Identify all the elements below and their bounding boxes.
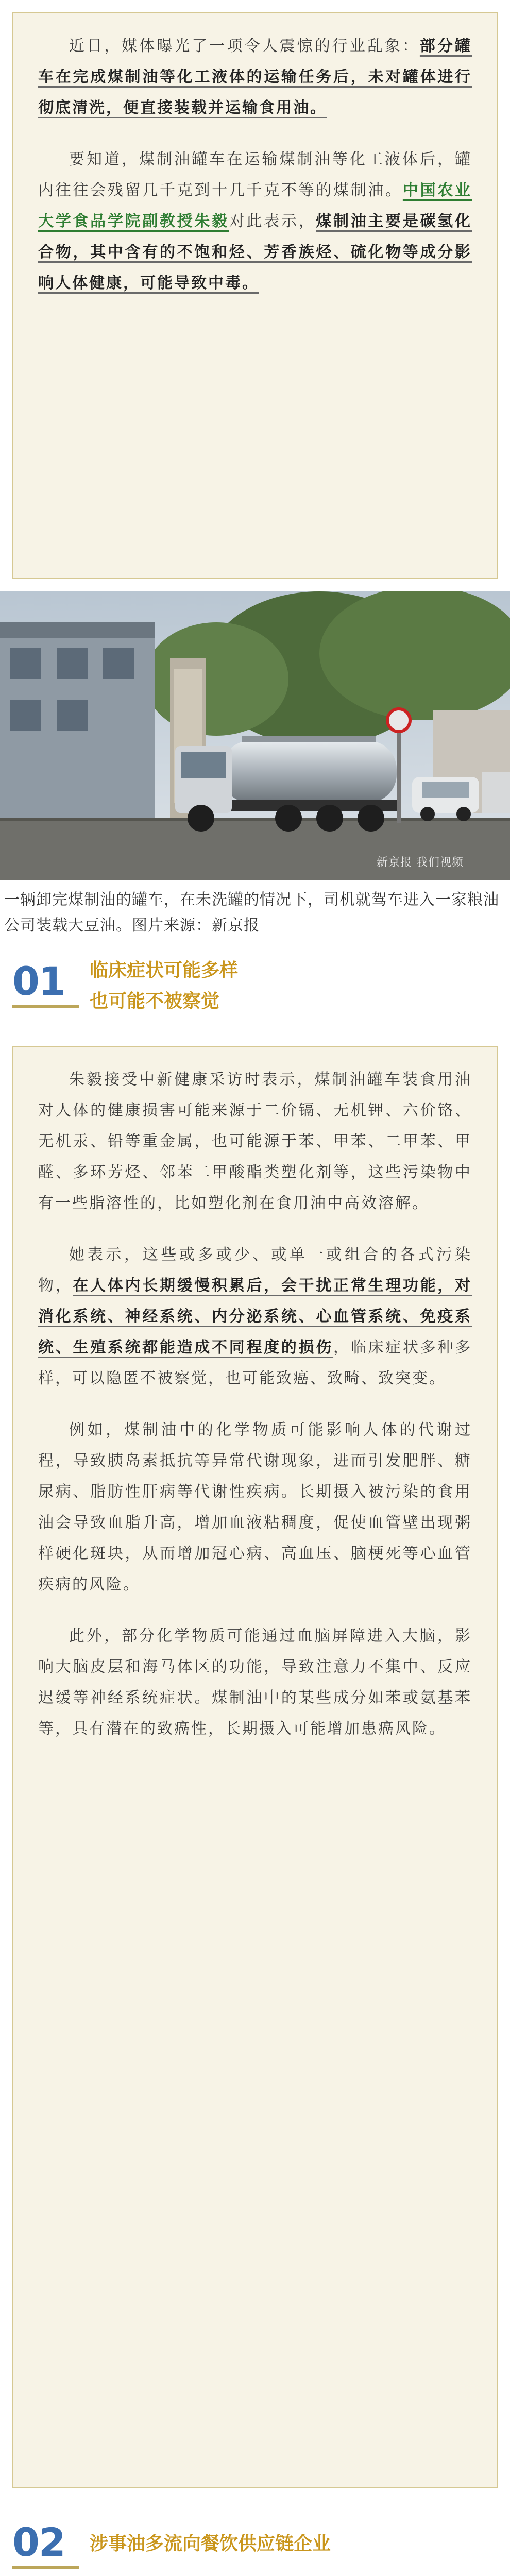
intro-paragraph-1 xyxy=(38,31,472,124)
photo-watermark: 新京报 我们视频 xyxy=(377,856,464,869)
intro-card xyxy=(12,12,498,579)
section-2-divider xyxy=(12,2566,79,2569)
intro-p1-lead: 近日，媒体曝光了一项令人震惊的行业乱象： xyxy=(69,37,420,55)
section-2-header xyxy=(12,2509,498,2576)
tanker-truck-image xyxy=(0,591,510,880)
expert-name-link[interactable]: 中国农业大学食品学院副教授朱毅 xyxy=(38,181,472,230)
section-2-number: 02 xyxy=(12,2519,65,2565)
intro-p2-mid: 对此表示， xyxy=(229,212,316,230)
intro-p2-emphasis: 煤制油主要是碳氢化合物，其中含有的不饱和烃、芳香族烃、硫化物等成分影响人体健康，可能导致中毒。 xyxy=(38,212,472,292)
section-1-divider xyxy=(12,1005,79,1008)
section-1-title-line1: 临床症状可能多样 xyxy=(90,960,239,981)
s1-p2-lead: 她表示，这些或多或少、或单一或组合的各式污染物， xyxy=(38,1246,472,1295)
intro-p2-lead: 要知道，煤制油罐车在运输煤制油等化工液体后，罐内往往会残留几千克到十几千克不等的煤制油。 xyxy=(38,150,472,199)
photo-caption: 一辆卸完煤制油的罐车，在未洗罐的情况下，司机就驾车进入一家粮油公司装载大豆油。图片来源：新京报 xyxy=(4,891,499,935)
section-2-title-line1: 涉事油多流向餐饮供应链企业 xyxy=(90,2533,331,2554)
s1-p2-tail: ，临床症状多种多样，可以隐匿不被察觉，也可能致癌、致畸、致突变。 xyxy=(38,1338,472,1387)
tanker-photo xyxy=(0,591,510,880)
section-1-paragraph-4: 此外，部分化学物质可能通过血脑屏障进入大脑，影响大脑皮层和海马体区的功能，导致注意力不集中、反应迟缓等神经系统症状。煤制油中的某些成分如苯或氨基苯等，具有潜在的致癌性，长期摄入可能增加患癌风险。 xyxy=(38,1627,472,1738)
section-1-number: 01 xyxy=(12,958,65,1004)
s1-p2-emphasis: 在人体内长期缓慢积累后，会干扰正常生理功能，对消化系统、神经系统、内分泌系统、心血管系统、免疫系统、生殖系统都能造成不同程度的损伤 xyxy=(38,1277,472,1357)
section-1-paragraph-3: 例如，煤制油中的化学物质可能影响人体的代谢过程，导致胰岛素抵抗等异常代谢现象，进而引发肥胖、糖尿病、脂肪性肝病等代谢性疾病。长期摄入被污染的食用油会导致血脂升高，增加血液粘稠度，促使血管壁出现粥样硬化斑块，从而增加冠心病、高血压、脑梗死等心血管疾病的风险。 xyxy=(38,1421,472,1594)
section-1-title-line2: 也可能不被察觉 xyxy=(90,991,220,1012)
section-1-card xyxy=(12,1046,498,2488)
section-1-paragraph-2 xyxy=(38,1240,472,1394)
intro-p1-emphasis: 部分罐车在完成煤制油等化工液体的运输任务后，未对罐体进行彻底清洗，便直接装载并运输食用油。 xyxy=(38,37,472,117)
section-1-paragraph-1: 朱毅接受中新健康采访时表示，煤制油罐车装食用油对人体的健康损害可能来源于二价镉、无机钾、六价铬、无机汞、铅等重金属，也可能源于苯、甲苯、二甲苯、甲醛、多环芳烃、邻苯二甲酸酯类塑化剂等，这些污染物中有一些脂溶性的，比如塑化剂在食用油中高效溶解。 xyxy=(38,1071,472,1212)
section-1-header xyxy=(12,948,498,1025)
intro-paragraph-2 xyxy=(38,144,472,299)
